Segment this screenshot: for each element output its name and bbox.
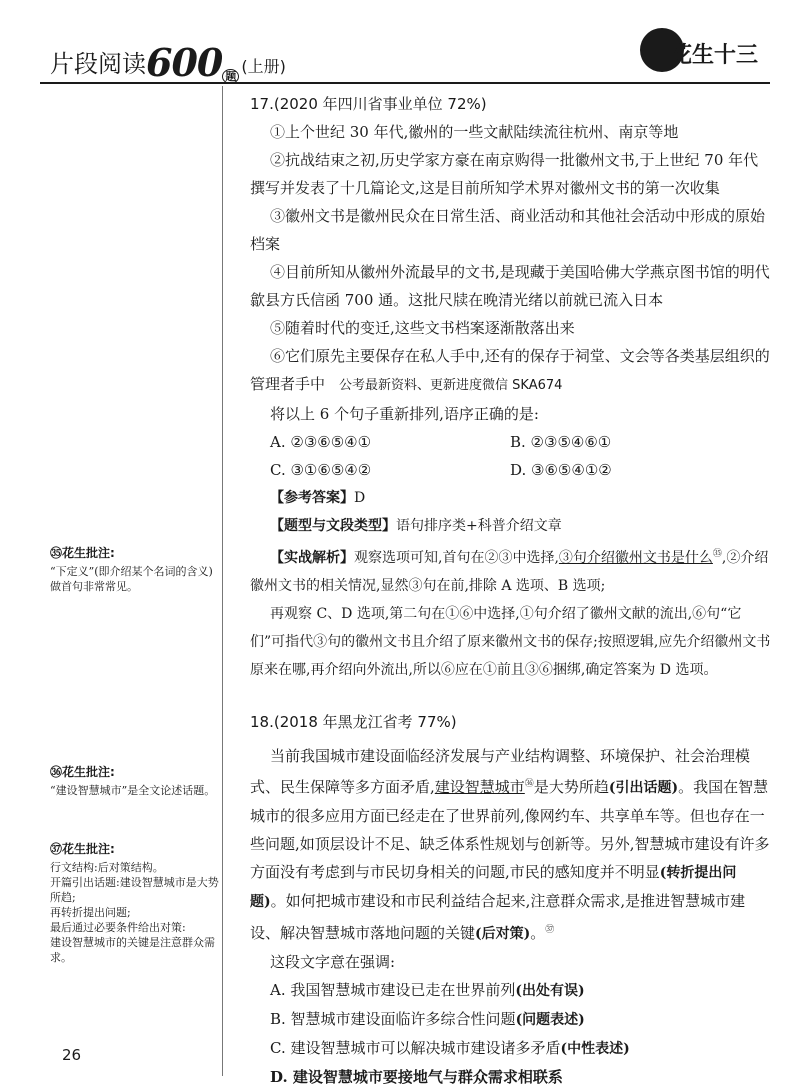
reference-answer xyxy=(250,484,772,512)
sidebar-note-35 xyxy=(50,546,220,594)
answer-value: D xyxy=(354,490,366,506)
book-title-prefix: 片段阅读 xyxy=(50,50,146,78)
question-18-passage xyxy=(250,742,772,948)
type-value: 语句排序类+科普介绍文章 xyxy=(396,518,562,534)
sentence-2: ②抗战结束之初,历史学家方豪在南京购得一批徽州文书,于上世纪 70 年代撰写并发表了十几篇论文,这是目前所知学术界对徽州文书的第一次收集 xyxy=(250,151,759,197)
option-b: B. ②③⑤④⑥① xyxy=(510,433,612,451)
book-volume: (上册) xyxy=(241,57,286,76)
book-title-badge: 题 xyxy=(222,69,239,84)
note-title: ㊲花生批注: xyxy=(50,842,115,856)
note-ref-36: ㊱ xyxy=(524,779,534,789)
options-row-1 xyxy=(250,428,772,456)
question-18-prompt: 这段文字意在强调: xyxy=(270,953,396,971)
note-ref-35: ㉟ xyxy=(712,549,722,559)
option-a: A. ②③⑥⑤④① xyxy=(270,433,372,451)
tag-countermeasure: (后对策) xyxy=(475,926,531,942)
tag-intro-topic: (引出话题) xyxy=(608,780,679,796)
sentence-6 xyxy=(250,342,772,400)
note-line: 再转折提出问题; xyxy=(50,906,131,919)
sentence-5: ⑤随着时代的变迁,这些文书档案逐渐散落出来 xyxy=(270,319,575,337)
passage-part-1: 当前我国城市建设面临经济发展与产业结构调整、环境保护、社会治理模式、民生保障等多方面矛盾, xyxy=(250,747,751,796)
options-row-2 xyxy=(250,456,772,484)
main-content xyxy=(250,90,772,1091)
passage-part-2: 是大势所趋 xyxy=(533,778,609,796)
option-18-c-text: C. 建设智慧城市可以解决城市建设诸多矛盾 xyxy=(270,1039,561,1057)
note-ref-37: ㊲ xyxy=(545,925,555,935)
sentence-1: ①上个世纪 30 年代,徽州的一些文献陆续流往杭州、南京等地 xyxy=(270,123,679,141)
watermark-text: 公考最新资料、更新进度微信 SKA674 xyxy=(339,378,563,393)
peanut-logo xyxy=(640,28,759,72)
analysis-paragraph-2: 再观察 C、D 选项,第二句在①⑥中选择,①句介绍了徽州文献的流出,⑥句“它们”可指代③句的徽州文书且介绍了原来徽州文书的保存;按照逻辑,应先介绍徽州文书原来在哪,再介绍向外流出,所以⑥应在①前且③⑥捆绑,确定答案为 D 选项。 xyxy=(250,606,771,678)
page-number: 26 xyxy=(62,1046,82,1064)
answer-label: 【参考答案】 xyxy=(270,490,354,506)
question-17-heading: 17.(2020 年四川省事业单位 72%) xyxy=(250,95,487,113)
sentence-4: ④目前所知从徽州外流最早的文书,是现藏于美国哈佛大学燕京图书馆的明代歙县方氏信函 700 通。这批尺牍在晚清光绪以前就已流入日本 xyxy=(250,263,770,309)
option-18-c-tag: (中性表述) xyxy=(560,1041,630,1057)
note-body: “建设智慧城市”是全文论述话题。 xyxy=(50,784,216,797)
option-18-a-tag: (出处有误) xyxy=(515,983,585,999)
option-18-a xyxy=(250,976,772,1005)
note-line: 建设智慧城市的关键是注意群众需求。 xyxy=(50,936,215,964)
book-title xyxy=(50,40,286,85)
sidebar-note-37 xyxy=(50,842,220,965)
option-18-b-text: B. 智慧城市建设面临许多综合性问题 xyxy=(270,1010,516,1028)
option-18-b-tag: (问题表述) xyxy=(515,1012,585,1028)
option-c: C. ③①⑥⑤④② xyxy=(270,461,372,479)
note-line: 行文结构:后对策结构。 xyxy=(50,861,164,874)
type-label: 【题型与文段类型】 xyxy=(270,518,396,534)
question-type xyxy=(250,512,772,540)
passage-part-5: 。 xyxy=(530,924,546,942)
analysis-text-a: 观察选项可知,首句在②③中选择, xyxy=(354,550,559,566)
page-header xyxy=(0,0,800,90)
option-18-b xyxy=(250,1005,772,1034)
logo-text: 花生十三 xyxy=(670,43,759,68)
passage-part-3: 。我国在智慧城市的很多应用方面已经走在了世界前列,像网约车、共享单车等。但也存在一些问题,如顶层设计不足、缺乏体系性规划与创新等。另外,智慧城市建设有许多方面没有考虑到与市民切身相关的问题,市民的感知度并不明显 xyxy=(250,778,770,881)
note-line: 开篇引出话题:建设智慧城市是大势所趋; xyxy=(50,876,219,904)
option-18-a-text: A. 我国智慧城市建设已走在世界前列 xyxy=(270,981,516,999)
analysis-paragraph-1 xyxy=(250,540,772,600)
tag-turn-problem: (转折提出问题) xyxy=(250,865,737,910)
question-18-heading: 18.(2018 年黑龙江省考 77%) xyxy=(250,713,457,731)
passage-part-4: 。如何把城市建设和市民利益结合起来,注意群众需求,是推进智慧城市建设、解决智慧城市落地问题的关键 xyxy=(250,892,746,942)
option-d: D. ③⑥⑤④①② xyxy=(510,461,612,479)
note-title: ㉟花生批注: xyxy=(50,546,115,560)
analysis-label: 【实战解析】 xyxy=(270,550,354,566)
sentence-3: ③徽州文书是徽州民众在日常生活、商业活动和其他社会活动中形成的原始档案 xyxy=(250,207,766,253)
passage-underlined: 建设智慧城市 xyxy=(434,778,525,796)
sentence-6-text: ⑥它们原先主要保存在私人手中,还有的保存于祠堂、文会等各类基层组织的管理者手中 xyxy=(250,347,770,393)
question-17-prompt: 将以上 6 个句子重新排列,语序正确的是: xyxy=(270,405,539,423)
header-divider xyxy=(40,82,770,84)
note-title: ㊱花生批注: xyxy=(50,765,115,779)
option-18-c xyxy=(250,1034,772,1063)
sidebar-divider xyxy=(222,86,223,1076)
note-body: “下定义”(即介绍某个名词的含义)做首句非常常见。 xyxy=(50,565,213,593)
sidebar-note-36 xyxy=(50,765,220,798)
analysis-text-b: ,②介绍徽州文书的相关情况,显然③句在前,排除 A 选项、B 选项; xyxy=(250,550,769,594)
note-line: 最后通过必要条件给出对策: xyxy=(50,921,186,934)
option-18-d: D. 建设智慧城市要接地气与群众需求相联系 xyxy=(270,1068,563,1086)
analysis-underlined: ③句介绍徽州文书是什么 xyxy=(558,550,713,566)
book-title-number: 600 xyxy=(146,40,223,85)
